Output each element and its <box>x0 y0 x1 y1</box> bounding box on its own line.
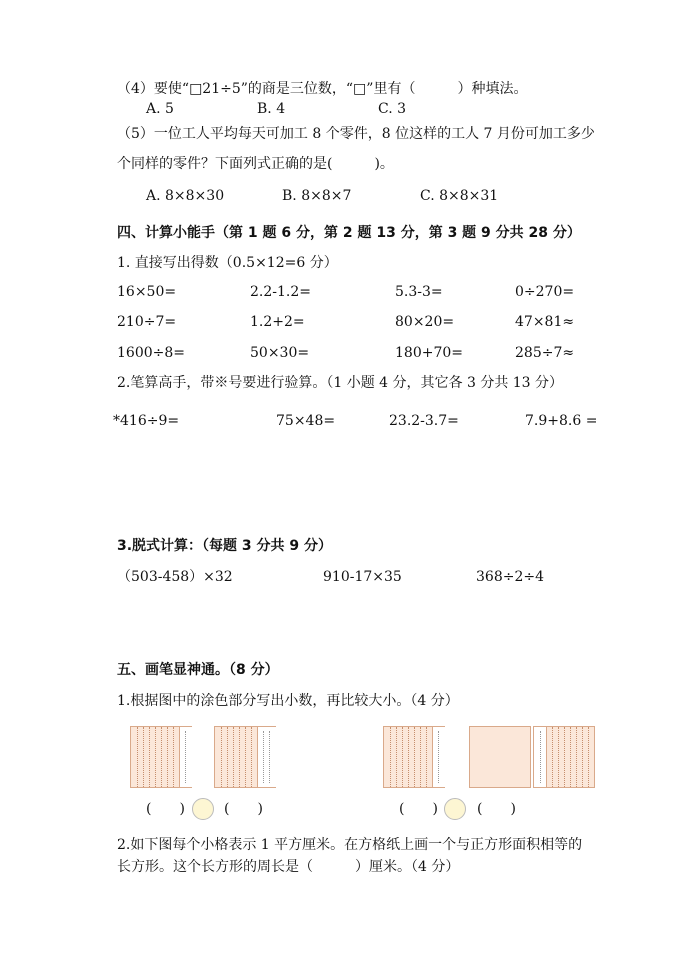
calc-cell: 5.3-3= <box>395 284 443 300</box>
calc-cell: 1600÷8= <box>117 345 185 361</box>
section5-sub1: 1.根据图中的涂色部分写出小数，再比较大小。（4 分） <box>117 693 459 709</box>
section4-title: 四、计算小能手（第 1 题 6 分，第 2 题 13 分，第 3 题 9 分共 28 分） <box>117 225 581 241</box>
q4-option-a: A. 5 <box>146 101 174 117</box>
calc-cell: 1.2+2= <box>250 314 305 330</box>
section5-sub2-line2: 长方形。这个长方形的周长是（ ）厘米。（4 分） <box>117 859 460 875</box>
step-calc: （503-458）×32 <box>117 569 233 585</box>
written-calc: *416÷9= <box>113 413 180 429</box>
compare-circle[interactable] <box>192 798 214 820</box>
written-calc: 75×48= <box>276 413 336 429</box>
calc-cell: 47×81≈ <box>515 314 575 330</box>
q5-option-c: C. 8×8×31 <box>420 188 499 204</box>
calc-cell: 180+70= <box>395 345 463 361</box>
step-calc: 910-17×35 <box>323 569 402 585</box>
calc-cell: 50×30= <box>250 345 310 361</box>
section5-sub2-line1: 2.如下图每个小格表示 1 平方厘米。在方格纸上画一个与正方形面积相等的 <box>117 837 583 853</box>
calc-cell: 80×20= <box>395 314 455 330</box>
q4-option-c: C. 3 <box>378 101 407 117</box>
q4-text: （4）要使“□21÷5”的商是三位数，“□”里有（ ）种填法。 <box>117 81 528 97</box>
q5-option-a: A. 8×8×30 <box>146 188 225 204</box>
section4-sub3: 3.脱式计算：（每题 3 分共 9 分） <box>117 538 333 554</box>
calc-cell: 285÷7≈ <box>515 345 575 361</box>
calc-cell: 0÷270= <box>515 284 575 300</box>
section5-title: 五、画笔显神通。（8 分） <box>117 662 279 678</box>
q4-option-b: B. 4 <box>257 101 286 117</box>
written-calc: 7.9+8.6 = <box>525 413 598 429</box>
answer-blank[interactable]: ( ) <box>224 801 263 817</box>
decimal-grid-4b <box>533 726 595 788</box>
q5-option-b: B. 8×8×7 <box>282 188 352 204</box>
calc-cell: 2.2-1.2= <box>250 284 311 300</box>
decimal-grid-4a <box>469 726 531 788</box>
compare-circle[interactable] <box>444 798 466 820</box>
answer-blank[interactable]: ( ) <box>477 801 516 817</box>
section4-sub1: 1. 直接写出得数（0.5×12=6 分） <box>117 255 338 271</box>
section4-sub2: 2.笔算高手，带※号要进行验算。（1 小题 4 分，其它各 3 分共 13 分） <box>117 375 564 391</box>
decimal-grid-2 <box>214 726 276 788</box>
answer-blank[interactable]: ( ) <box>146 801 185 817</box>
written-calc: 23.2-3.7= <box>389 413 459 429</box>
q5-line2: 个同样的零件？下面列式正确的是( )。 <box>117 156 394 172</box>
step-calc: 368÷2÷4 <box>476 569 544 585</box>
answer-blank[interactable]: ( ) <box>399 801 438 817</box>
q5-line1: （5）一位工人平均每天可加工 8 个零件，8 位这样的工人 7 月份可加工多少 <box>117 126 595 142</box>
calc-cell: 210÷7= <box>117 314 177 330</box>
decimal-grid-3 <box>383 726 445 788</box>
calc-cell: 16×50= <box>117 284 177 300</box>
decimal-grid-1 <box>130 726 192 788</box>
